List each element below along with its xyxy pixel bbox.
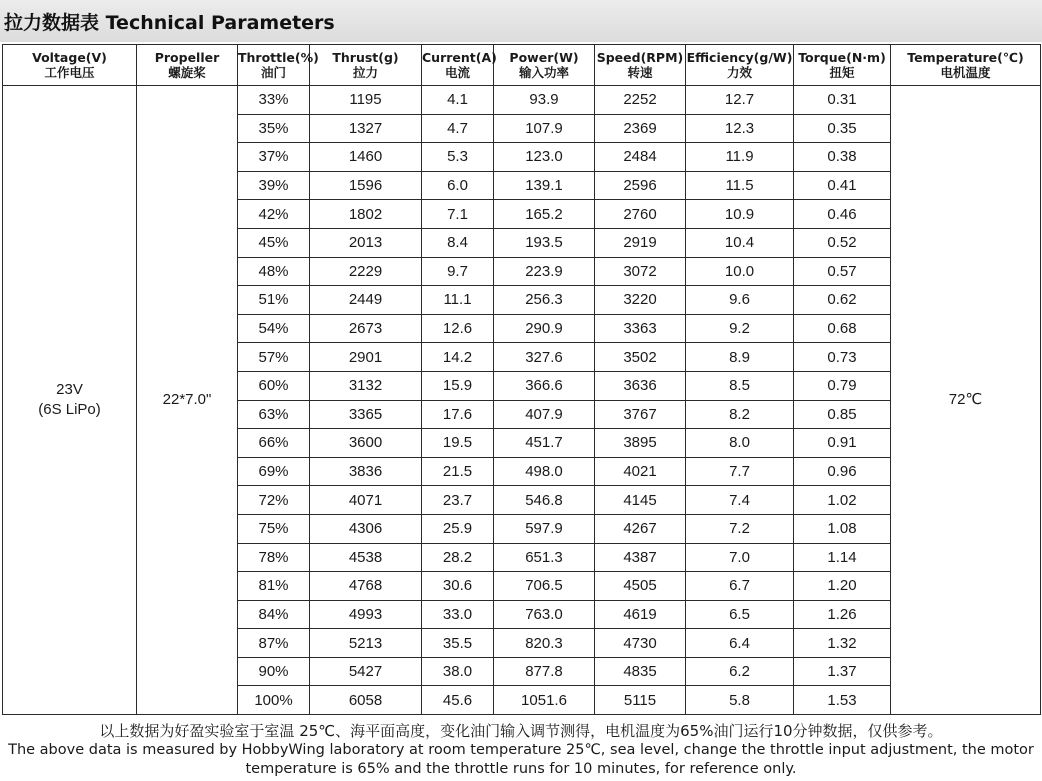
throttle-cell: 51% bbox=[238, 286, 310, 315]
header-efficiency: Efficiency(g/W) 力效 bbox=[686, 45, 794, 86]
voltage-value: 23V bbox=[56, 381, 83, 399]
header-torque: Torque(N·m) 扭矩 bbox=[794, 45, 891, 86]
thrust-cell: 2449 bbox=[310, 286, 422, 315]
throttle-cell: 69% bbox=[238, 457, 310, 486]
throttle-cell: 72% bbox=[238, 486, 310, 515]
efficiency-cell: 12.7 bbox=[686, 86, 794, 115]
thrust-cell: 1596 bbox=[310, 171, 422, 200]
throttle-cell: 87% bbox=[238, 629, 310, 658]
speed-cell: 4505 bbox=[595, 572, 686, 601]
torque-cell: 1.20 bbox=[794, 572, 891, 601]
current-cell: 4.7 bbox=[422, 114, 494, 143]
header-propeller: Propeller 螺旋桨 bbox=[137, 45, 238, 86]
power-cell: 290.9 bbox=[494, 314, 595, 343]
power-cell: 165.2 bbox=[494, 200, 595, 229]
torque-cell: 0.73 bbox=[794, 343, 891, 372]
power-cell: 763.0 bbox=[494, 600, 595, 629]
thrust-cell: 4306 bbox=[310, 514, 422, 543]
current-cell: 15.9 bbox=[422, 371, 494, 400]
speed-cell: 3220 bbox=[595, 286, 686, 315]
footnote-english-line1: The above data is measured by HobbyWing laboratory at room temperature 25℃, sea level, change the throttle input adjustment, the motor bbox=[8, 742, 1034, 758]
efficiency-cell: 6.5 bbox=[686, 600, 794, 629]
speed-cell: 3895 bbox=[595, 429, 686, 458]
speed-cell: 5115 bbox=[595, 686, 686, 715]
footnote-english-line2: temperature is 65% and the throttle runs for 10 minutes, for reference only. bbox=[245, 761, 797, 777]
speed-cell: 2596 bbox=[595, 171, 686, 200]
thrust-cell: 3365 bbox=[310, 400, 422, 429]
thrust-cell: 4538 bbox=[310, 543, 422, 572]
efficiency-cell: 8.0 bbox=[686, 429, 794, 458]
speed-cell: 3072 bbox=[595, 257, 686, 286]
throttle-cell: 54% bbox=[238, 314, 310, 343]
efficiency-cell: 7.7 bbox=[686, 457, 794, 486]
throttle-cell: 63% bbox=[238, 400, 310, 429]
torque-cell: 0.91 bbox=[794, 429, 891, 458]
efficiency-cell: 8.5 bbox=[686, 371, 794, 400]
torque-cell: 1.37 bbox=[794, 657, 891, 686]
efficiency-cell: 6.7 bbox=[686, 572, 794, 601]
power-cell: 451.7 bbox=[494, 429, 595, 458]
thrust-cell: 2673 bbox=[310, 314, 422, 343]
current-cell: 7.1 bbox=[422, 200, 494, 229]
current-cell: 14.2 bbox=[422, 343, 494, 372]
speed-cell: 4619 bbox=[595, 600, 686, 629]
torque-cell: 0.41 bbox=[794, 171, 891, 200]
speed-cell: 2484 bbox=[595, 143, 686, 172]
throttle-cell: 39% bbox=[238, 171, 310, 200]
throttle-cell: 75% bbox=[238, 514, 310, 543]
torque-cell: 0.57 bbox=[794, 257, 891, 286]
speed-cell: 2369 bbox=[595, 114, 686, 143]
speed-cell: 4267 bbox=[595, 514, 686, 543]
power-cell: 366.6 bbox=[494, 371, 595, 400]
current-cell: 11.1 bbox=[422, 286, 494, 315]
power-cell: 123.0 bbox=[494, 143, 595, 172]
footnote bbox=[0, 722, 1042, 779]
speed-cell: 4387 bbox=[595, 543, 686, 572]
throttle-cell: 48% bbox=[238, 257, 310, 286]
current-cell: 33.0 bbox=[422, 600, 494, 629]
speed-cell: 4730 bbox=[595, 629, 686, 658]
efficiency-cell: 7.2 bbox=[686, 514, 794, 543]
title-bar bbox=[0, 0, 1042, 42]
torque-cell: 0.62 bbox=[794, 286, 891, 315]
power-cell: 139.1 bbox=[494, 171, 595, 200]
current-cell: 35.5 bbox=[422, 629, 494, 658]
speed-cell: 2919 bbox=[595, 228, 686, 257]
current-cell: 17.6 bbox=[422, 400, 494, 429]
throttle-cell: 35% bbox=[238, 114, 310, 143]
thrust-cell: 3836 bbox=[310, 457, 422, 486]
header-speed: Speed(RPM) 转速 bbox=[595, 45, 686, 86]
efficiency-cell: 8.2 bbox=[686, 400, 794, 429]
current-cell: 12.6 bbox=[422, 314, 494, 343]
efficiency-cell: 8.9 bbox=[686, 343, 794, 372]
speed-cell: 3767 bbox=[595, 400, 686, 429]
thrust-cell: 1327 bbox=[310, 114, 422, 143]
current-cell: 38.0 bbox=[422, 657, 494, 686]
thrust-cell: 6058 bbox=[310, 686, 422, 715]
current-cell: 5.3 bbox=[422, 143, 494, 172]
torque-cell: 0.38 bbox=[794, 143, 891, 172]
power-cell: 498.0 bbox=[494, 457, 595, 486]
power-cell: 546.8 bbox=[494, 486, 595, 515]
efficiency-cell: 11.5 bbox=[686, 171, 794, 200]
torque-cell: 1.53 bbox=[794, 686, 891, 715]
efficiency-cell: 6.4 bbox=[686, 629, 794, 658]
torque-cell: 1.26 bbox=[794, 600, 891, 629]
throttle-cell: 60% bbox=[238, 371, 310, 400]
torque-cell: 0.46 bbox=[794, 200, 891, 229]
torque-cell: 1.08 bbox=[794, 514, 891, 543]
header-thrust: Thrust(g) 拉力 bbox=[310, 45, 422, 86]
efficiency-cell: 7.0 bbox=[686, 543, 794, 572]
efficiency-cell: 6.2 bbox=[686, 657, 794, 686]
current-cell: 4.1 bbox=[422, 86, 494, 115]
throttle-cell: 57% bbox=[238, 343, 310, 372]
efficiency-cell: 7.4 bbox=[686, 486, 794, 515]
current-cell: 21.5 bbox=[422, 457, 494, 486]
torque-cell: 1.02 bbox=[794, 486, 891, 515]
power-cell: 256.3 bbox=[494, 286, 595, 315]
table-row bbox=[3, 86, 1041, 115]
throttle-cell: 45% bbox=[238, 228, 310, 257]
thrust-cell: 2229 bbox=[310, 257, 422, 286]
speed-cell: 2760 bbox=[595, 200, 686, 229]
power-cell: 327.6 bbox=[494, 343, 595, 372]
thrust-cell: 2901 bbox=[310, 343, 422, 372]
power-cell: 223.9 bbox=[494, 257, 595, 286]
current-cell: 19.5 bbox=[422, 429, 494, 458]
temperature-cell: 72℃ bbox=[891, 86, 1041, 715]
page-title: 拉力数据表 Technical Parameters bbox=[4, 12, 335, 34]
throttle-cell: 66% bbox=[238, 429, 310, 458]
speed-cell: 3636 bbox=[595, 371, 686, 400]
speed-cell: 4145 bbox=[595, 486, 686, 515]
power-cell: 706.5 bbox=[494, 572, 595, 601]
current-cell: 30.6 bbox=[422, 572, 494, 601]
throttle-cell: 42% bbox=[238, 200, 310, 229]
thrust-cell: 1460 bbox=[310, 143, 422, 172]
header-temperature: Temperature(℃) 电机温度 bbox=[891, 45, 1041, 86]
thrust-cell: 4071 bbox=[310, 486, 422, 515]
throttle-cell: 78% bbox=[238, 543, 310, 572]
efficiency-cell: 10.4 bbox=[686, 228, 794, 257]
torque-cell: 0.31 bbox=[794, 86, 891, 115]
efficiency-cell: 10.0 bbox=[686, 257, 794, 286]
speed-cell: 4835 bbox=[595, 657, 686, 686]
efficiency-cell: 11.9 bbox=[686, 143, 794, 172]
battery-type: (6S LiPo) bbox=[38, 401, 101, 419]
throttle-cell: 33% bbox=[238, 86, 310, 115]
header-throttle: Throttle(%) 油门 bbox=[238, 45, 310, 86]
throttle-cell: 84% bbox=[238, 600, 310, 629]
voltage-cell bbox=[3, 86, 137, 715]
throttle-cell: 100% bbox=[238, 686, 310, 715]
power-cell: 597.9 bbox=[494, 514, 595, 543]
current-cell: 23.7 bbox=[422, 486, 494, 515]
thrust-cell: 5427 bbox=[310, 657, 422, 686]
header-row bbox=[3, 45, 1041, 86]
current-cell: 6.0 bbox=[422, 171, 494, 200]
thrust-cell: 1195 bbox=[310, 86, 422, 115]
torque-cell: 1.32 bbox=[794, 629, 891, 658]
throttle-cell: 81% bbox=[238, 572, 310, 601]
thrust-cell: 1802 bbox=[310, 200, 422, 229]
propeller-cell: 22*7.0" bbox=[137, 86, 238, 715]
power-cell: 820.3 bbox=[494, 629, 595, 658]
torque-cell: 0.79 bbox=[794, 371, 891, 400]
power-cell: 877.8 bbox=[494, 657, 595, 686]
torque-cell: 1.14 bbox=[794, 543, 891, 572]
power-cell: 1051.6 bbox=[494, 686, 595, 715]
efficiency-cell: 9.6 bbox=[686, 286, 794, 315]
header-voltage: Voltage(V) 工作电压 bbox=[3, 45, 137, 86]
current-cell: 28.2 bbox=[422, 543, 494, 572]
efficiency-cell: 5.8 bbox=[686, 686, 794, 715]
torque-cell: 0.52 bbox=[794, 228, 891, 257]
current-cell: 45.6 bbox=[422, 686, 494, 715]
torque-cell: 0.35 bbox=[794, 114, 891, 143]
power-cell: 93.9 bbox=[494, 86, 595, 115]
speed-cell: 3502 bbox=[595, 343, 686, 372]
technical-parameters-table bbox=[2, 44, 1041, 715]
thrust-cell: 3132 bbox=[310, 371, 422, 400]
efficiency-cell: 9.2 bbox=[686, 314, 794, 343]
torque-cell: 0.85 bbox=[794, 400, 891, 429]
power-cell: 193.5 bbox=[494, 228, 595, 257]
current-cell: 25.9 bbox=[422, 514, 494, 543]
header-current: Current(A) 电流 bbox=[422, 45, 494, 86]
speed-cell: 4021 bbox=[595, 457, 686, 486]
power-cell: 107.9 bbox=[494, 114, 595, 143]
current-cell: 8.4 bbox=[422, 228, 494, 257]
footnote-chinese: 以上数据为好盈实验室于室温 25℃、海平面高度，变化油门输入调节测得，电机温度为65%油门运行10分钟数据，仅供参考。 bbox=[99, 722, 943, 740]
thrust-cell: 2013 bbox=[310, 228, 422, 257]
thrust-cell: 5213 bbox=[310, 629, 422, 658]
throttle-cell: 37% bbox=[238, 143, 310, 172]
speed-cell: 3363 bbox=[595, 314, 686, 343]
header-power: Power(W) 输入功率 bbox=[494, 45, 595, 86]
thrust-cell: 4993 bbox=[310, 600, 422, 629]
thrust-cell: 4768 bbox=[310, 572, 422, 601]
efficiency-cell: 12.3 bbox=[686, 114, 794, 143]
power-cell: 407.9 bbox=[494, 400, 595, 429]
thrust-cell: 3600 bbox=[310, 429, 422, 458]
current-cell: 9.7 bbox=[422, 257, 494, 286]
power-cell: 651.3 bbox=[494, 543, 595, 572]
torque-cell: 0.68 bbox=[794, 314, 891, 343]
efficiency-cell: 10.9 bbox=[686, 200, 794, 229]
torque-cell: 0.96 bbox=[794, 457, 891, 486]
throttle-cell: 90% bbox=[238, 657, 310, 686]
speed-cell: 2252 bbox=[595, 86, 686, 115]
